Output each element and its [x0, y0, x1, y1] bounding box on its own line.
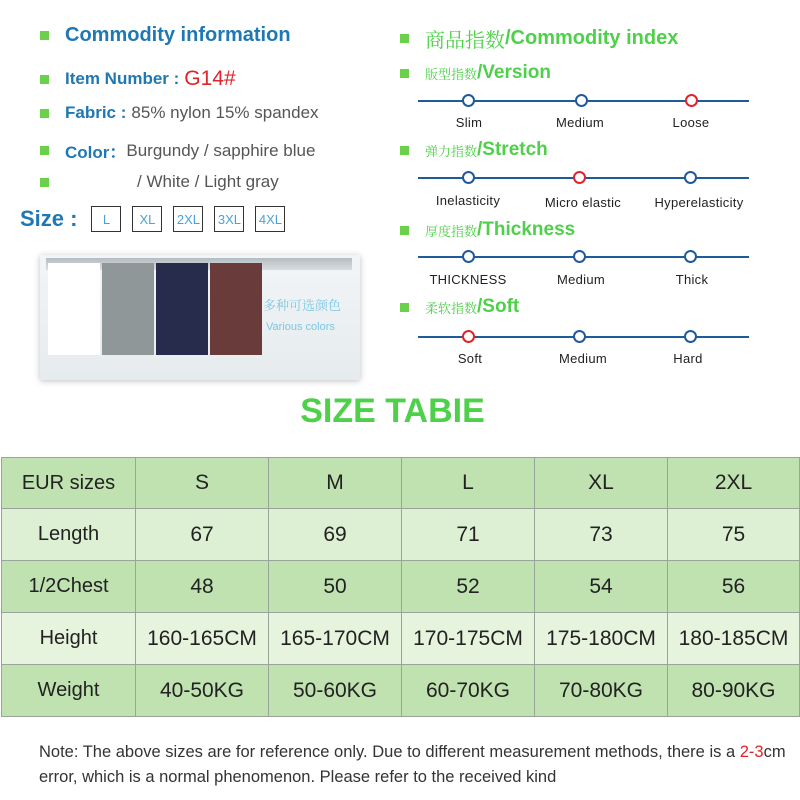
table-cell: M [269, 458, 402, 509]
table-cell: 170-175CM [402, 613, 535, 665]
soft-label-soft: Soft [457, 351, 483, 366]
bullet-icon [40, 109, 49, 118]
note-text-end: cm error, which is a normal phenomenon. Please refer to the received kind [39, 743, 786, 786]
soft-label-hard: Hard [673, 351, 703, 366]
version-dot-slim [462, 94, 475, 107]
thickness-cn: 厚度指数 [425, 224, 478, 240]
stretch-heading [400, 139, 548, 161]
color-line-2 [40, 172, 279, 192]
bullet-icon [400, 146, 409, 155]
swatch-sapphire-blue[interactable] [156, 263, 208, 355]
commodity-index-heading [400, 24, 678, 53]
bullet-icon [400, 69, 409, 78]
bullet-icon [40, 178, 49, 187]
table-cell: 48 [136, 561, 269, 613]
table-row-length [2, 509, 800, 561]
table-cell: 180-185CM [668, 613, 800, 665]
table-cell: 2XL [668, 458, 800, 509]
table-cell: 56 [668, 561, 800, 613]
table-cell: EUR sizes [2, 458, 136, 509]
soft-cn: 柔软指数 [425, 301, 478, 317]
color-swatch-panel [40, 255, 360, 380]
table-row-chest [2, 561, 800, 613]
color-value: Burgundy / sapphire blue [126, 140, 316, 160]
thickness-dot-thick [684, 250, 697, 263]
thickness-en: /Thickness [477, 219, 576, 240]
version-label-slim: Slim [455, 115, 483, 130]
thickness-dot-thickness [462, 250, 475, 263]
stretch-en: /Stretch [477, 139, 548, 160]
soft-dot-soft [462, 330, 475, 343]
soft-heading [400, 296, 519, 318]
table-cell: 175-180CM [535, 613, 668, 665]
table-cell: 40-50KG [136, 665, 269, 717]
color-value-continued: / White / Light gray [137, 172, 279, 191]
bullet-icon [40, 75, 49, 84]
size-option-3xl[interactable]: 3XL [214, 206, 244, 232]
version-label-loose: Loose [672, 115, 710, 130]
table-cell: 60-70KG [402, 665, 535, 717]
table-cell: 75 [668, 509, 800, 561]
stretch-dot-inelasticity [462, 171, 475, 184]
bullet-icon [400, 226, 409, 235]
commodity-index-en: /Commodity index [505, 27, 679, 49]
bullet-icon [40, 31, 49, 40]
thickness-dot-medium [573, 250, 586, 263]
stretch-scale [418, 177, 749, 179]
size-label: Size : [20, 206, 78, 231]
size-note [39, 740, 789, 790]
version-en: /Version [477, 62, 551, 83]
fabric-line [40, 103, 319, 123]
bullet-icon [400, 303, 409, 312]
table-cell: L [402, 458, 535, 509]
various-colors-cn: 多种可选颜色 [263, 299, 342, 314]
size-option-4xl[interactable]: 4XL [255, 206, 285, 232]
table-cell: S [136, 458, 269, 509]
table-cell: 160-165CM [136, 613, 269, 665]
size-option-xl[interactable]: XL [132, 206, 162, 232]
thickness-label-thick: Thick [675, 272, 709, 287]
table-cell: 165-170CM [269, 613, 402, 665]
version-dot-loose [685, 94, 698, 107]
table-cell: 1/2Chest [2, 561, 136, 613]
stretch-cn: 弹力指数 [425, 144, 478, 160]
note-error-range: 2-3 [739, 743, 764, 761]
table-cell: 50 [269, 561, 402, 613]
stretch-label-inelasticity: Inelasticity [435, 193, 501, 208]
swatch-white[interactable] [48, 263, 100, 355]
table-cell: 67 [136, 509, 269, 561]
table-cell: 80-90KG [668, 665, 800, 717]
table-cell: 69 [269, 509, 402, 561]
table-cell: XL [535, 458, 668, 509]
color-line [40, 138, 315, 163]
bullet-icon [400, 34, 409, 43]
swatch-burgundy[interactable] [210, 263, 262, 355]
item-number-value: G14# [184, 67, 236, 90]
table-cell: Height [2, 613, 136, 665]
table-cell: Length [2, 509, 136, 561]
soft-label-medium: Medium [558, 351, 608, 366]
thickness-label-medium: Medium [556, 272, 606, 287]
version-dot-medium [575, 94, 588, 107]
thickness-scale [418, 256, 749, 258]
stretch-dot-hyperelasticity [684, 171, 697, 184]
color-label: Color： [65, 143, 127, 162]
fabric-label: Fabric : [65, 103, 127, 122]
version-scale [418, 100, 749, 102]
commodity-info-title: Commodity information [65, 24, 291, 46]
soft-dot-hard [684, 330, 697, 343]
version-heading [400, 62, 551, 84]
size-table [1, 457, 800, 717]
commodity-info-heading [40, 24, 291, 47]
table-cell: Weight [2, 665, 136, 717]
stretch-dot-micro-elastic [573, 171, 586, 184]
table-cell: 71 [402, 509, 535, 561]
commodity-index-cn: 商品指数 [425, 28, 505, 52]
size-option-2xl[interactable]: 2XL [173, 206, 203, 232]
fabric-value: 85% nylon 15% spandex [131, 103, 319, 122]
stretch-label-micro-elastic: Micro elastic [544, 195, 622, 210]
soft-en: /Soft [477, 296, 520, 317]
version-cn: 版型指数 [425, 67, 478, 83]
thickness-label-thickness: THICKNESS [429, 272, 507, 287]
bullet-icon [40, 146, 49, 155]
table-cell: 50-60KG [269, 665, 402, 717]
soft-scale [418, 336, 749, 338]
soft-dot-medium [573, 330, 586, 343]
table-row-weight [2, 665, 800, 717]
size-table-title: SIZE TABIE [300, 392, 485, 430]
swatch-light-gray[interactable] [102, 263, 154, 355]
table-cell: 70-80KG [535, 665, 668, 717]
table-cell: 54 [535, 561, 668, 613]
stretch-label-hyperelasticity: Hyperelasticity [654, 195, 744, 210]
table-row-height [2, 613, 800, 665]
table-cell: 52 [402, 561, 535, 613]
size-options [20, 206, 296, 232]
size-option-l[interactable]: L [91, 206, 121, 232]
table-row-header [2, 458, 800, 509]
item-number-line [40, 67, 236, 91]
various-colors-en: Various colors [266, 321, 335, 333]
version-label-medium: Medium [555, 115, 605, 130]
item-number-label: Item Number : [65, 69, 180, 88]
thickness-heading [400, 219, 575, 241]
note-text: Note: The above sizes are for reference only. Due to different measurement methods, there is a [39, 743, 740, 761]
table-cell: 73 [535, 509, 668, 561]
